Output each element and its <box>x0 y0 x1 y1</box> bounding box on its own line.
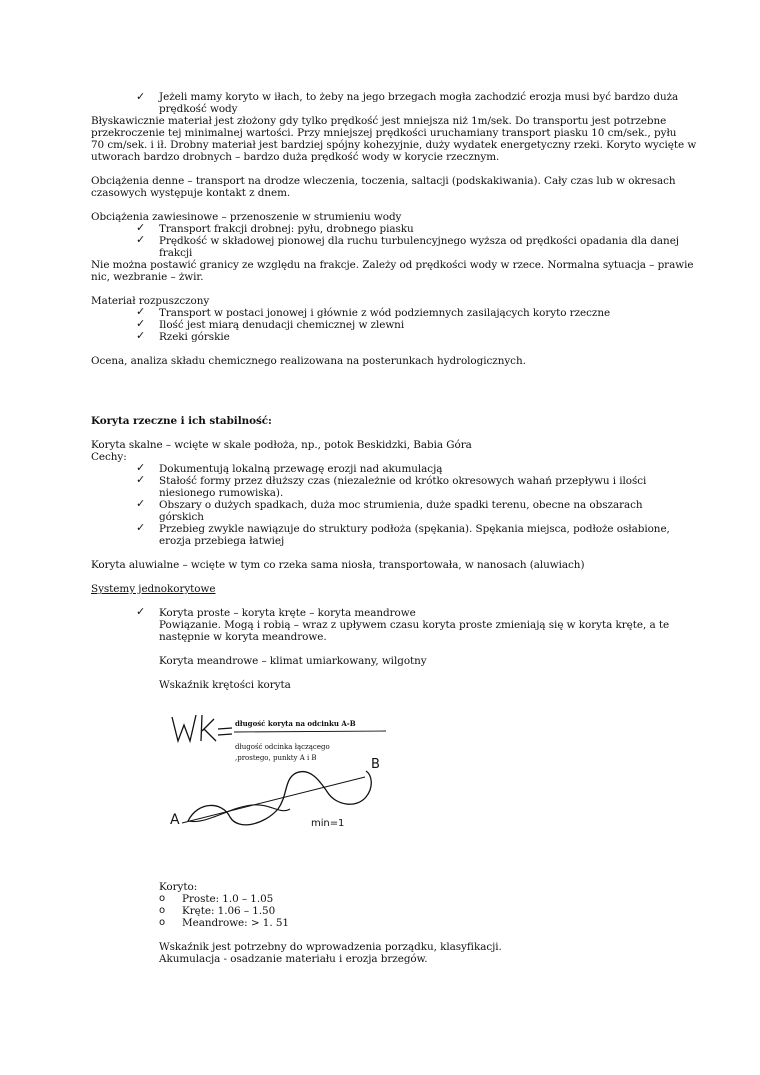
formula-denominator: długość odcinka łączącego <box>235 743 330 751</box>
paragraph-line: przekroczenie tej minimalnej wartości. Przy mniejszej prędkości uruchamiany transport piasku 10 cm/sek., pyłu <box>91 127 677 139</box>
paragraph-line: następnie w koryta meandrowe. <box>159 631 327 643</box>
paragraph-line: Obciążenia zawiesinowe – przenoszenie w strumieniu wody <box>91 211 402 223</box>
paragraph-line: Ocena, analiza składu chemicznego realizowana na posterunkach hydrologicznych. <box>91 355 526 367</box>
paragraph-line: Obciążenia denne – transport na drodze wleczenia, toczenia, saltacji (podskakiwania). Cały czas lub w okresach <box>91 175 676 187</box>
bullet-text: Przebieg zwykle nawiązuje do struktury podłoża (spękania). Spękania miejsca, podłoże osłabione, <box>159 523 670 535</box>
bullet-text: Koryta proste – koryta kręte – koryta meandrowe <box>159 607 416 619</box>
check-icon: ✓ <box>136 221 146 234</box>
handwritten-equals <box>218 728 232 735</box>
point-a-label: A <box>170 812 180 828</box>
handwritten-k <box>201 715 216 741</box>
bullet-text: Jeżeli mamy koryto w iłach, to żeby na jego brzegach mogła zachodzić erozja musi być bardzo duża <box>159 91 679 103</box>
circle-bullet-icon: o <box>159 905 166 916</box>
bullet-text: Rzeki górskie <box>159 331 230 343</box>
bullet-text: górskich <box>159 511 204 523</box>
paragraph-line: Powiązanie. Mogą i robią – wraz z upływem czasu koryta proste zmieniają się w koryta kręte, a te <box>159 619 670 631</box>
handwritten-w <box>172 715 196 741</box>
circle-bullet-icon: o <box>159 893 166 904</box>
bullet-text: Transport frakcji drobnej: pyłu, drobnego piasku <box>159 223 414 235</box>
bullet-text: Obszary o dużych spadkach, duża moc strumienia, duże spadki terenu, obecne na obszarach <box>159 499 643 511</box>
bullet-text: Dokumentują lokalną przewagę erozji nad akumulacją <box>159 463 443 475</box>
straight-line-a-b <box>182 777 365 823</box>
subsection-heading: Systemy jednokorytowe <box>91 583 216 595</box>
paragraph-line: Wskaźnik krętości koryta <box>159 679 291 691</box>
bullet-text: Ilość jest miarą denudacji chemicznej w zlewni <box>159 319 405 331</box>
bullet-text: niesionego rumowiska). <box>159 487 284 499</box>
check-icon: ✓ <box>136 317 146 330</box>
bullet-text: Transport w postaci jonowej i głównie z wód podziemnych zasilających koryto rzeczne <box>159 307 611 319</box>
paragraph-line: nic, wezbranie – żwir. <box>91 271 204 283</box>
fraction-bar <box>234 731 386 732</box>
formula-denominator: ,prostego, punkty A i B <box>235 754 317 762</box>
paragraph-line: Cechy: <box>91 451 127 463</box>
check-icon: ✓ <box>136 461 146 474</box>
paragraph-line: czasowych występuje kontakt z dnem. <box>91 187 291 199</box>
list-item: Meandrowe: > 1. 51 <box>182 917 289 929</box>
paragraph-line: Materiał rozpuszczony <box>91 295 210 307</box>
bullet-text: Prędkość w składowej pionowej dla ruchu turbulencyjnego wyższa od prędkości opadania dla danej <box>159 235 679 247</box>
bullet-text: erozja przebiega łatwiej <box>159 535 285 547</box>
check-icon: ✓ <box>136 497 146 510</box>
bullet-text: frakcji <box>159 247 193 259</box>
paragraph-line: Błyskawicznie materiał jest złożony gdy tylko prędkość jest mniejsza niż 1m/sek. Do transportu jest potrzebne <box>91 115 667 127</box>
point-b-label: B <box>371 757 380 772</box>
paragraph-line: Wskaźnik jest potrzebny do wprowadzenia porządku, klasyfikacji. <box>159 941 502 953</box>
list-item: Kręte: 1.06 – 1.50 <box>182 905 276 917</box>
paragraph-line: Koryta aluwialne – wcięte w tym co rzeka sama niosła, transportowała, w nanosach (aluwiach) <box>91 559 585 571</box>
check-icon: ✓ <box>136 90 146 103</box>
circle-bullet-icon: o <box>159 917 166 928</box>
paragraph-line: utworach bardzo drobnych – bardzo duża prędkość wody w korycie rzecznym. <box>91 151 500 163</box>
check-icon: ✓ <box>136 233 146 246</box>
check-icon: ✓ <box>136 605 146 618</box>
bullet-text: prędkość wody <box>159 103 238 115</box>
paragraph-line: Akumulacja - osadzanie materiału i erozja brzegów. <box>159 953 428 965</box>
list-heading: Koryto: <box>159 881 198 893</box>
check-icon: ✓ <box>136 521 146 534</box>
paragraph-line: Koryta meandrowe – klimat umiarkowany, wilgotny <box>159 655 427 667</box>
paragraph-line: 70 cm/sek. i ił. Drobny materiał jest bardziej spójny kohezyjnie, duży wydatek energetyczny rzeki. Koryto wycięte w <box>91 139 697 151</box>
list-item: Proste: 1.0 – 1.05 <box>182 893 274 905</box>
bullet-text: Stałość formy przez dłuższy czas (niezależnie od krótko okresowych wahań przepływu i ilości <box>159 475 647 487</box>
check-icon: ✓ <box>136 329 146 342</box>
min-label: min=1 <box>311 818 345 829</box>
paragraph-line: Koryta skalne – wcięte w skale podłoża, np., potok Beskidzki, Babia Góra <box>91 439 472 451</box>
formula-numerator: długość koryta na odcinku A-B <box>235 719 356 728</box>
section-heading: Koryta rzeczne i ich stabilność: <box>91 415 272 427</box>
paragraph-line: Nie można postawić granicy ze względu na frakcje. Zależy od prędkości wody w rzece. Normalna sytuacja – prawie <box>91 259 694 271</box>
check-icon: ✓ <box>136 473 146 486</box>
check-icon: ✓ <box>136 305 146 318</box>
